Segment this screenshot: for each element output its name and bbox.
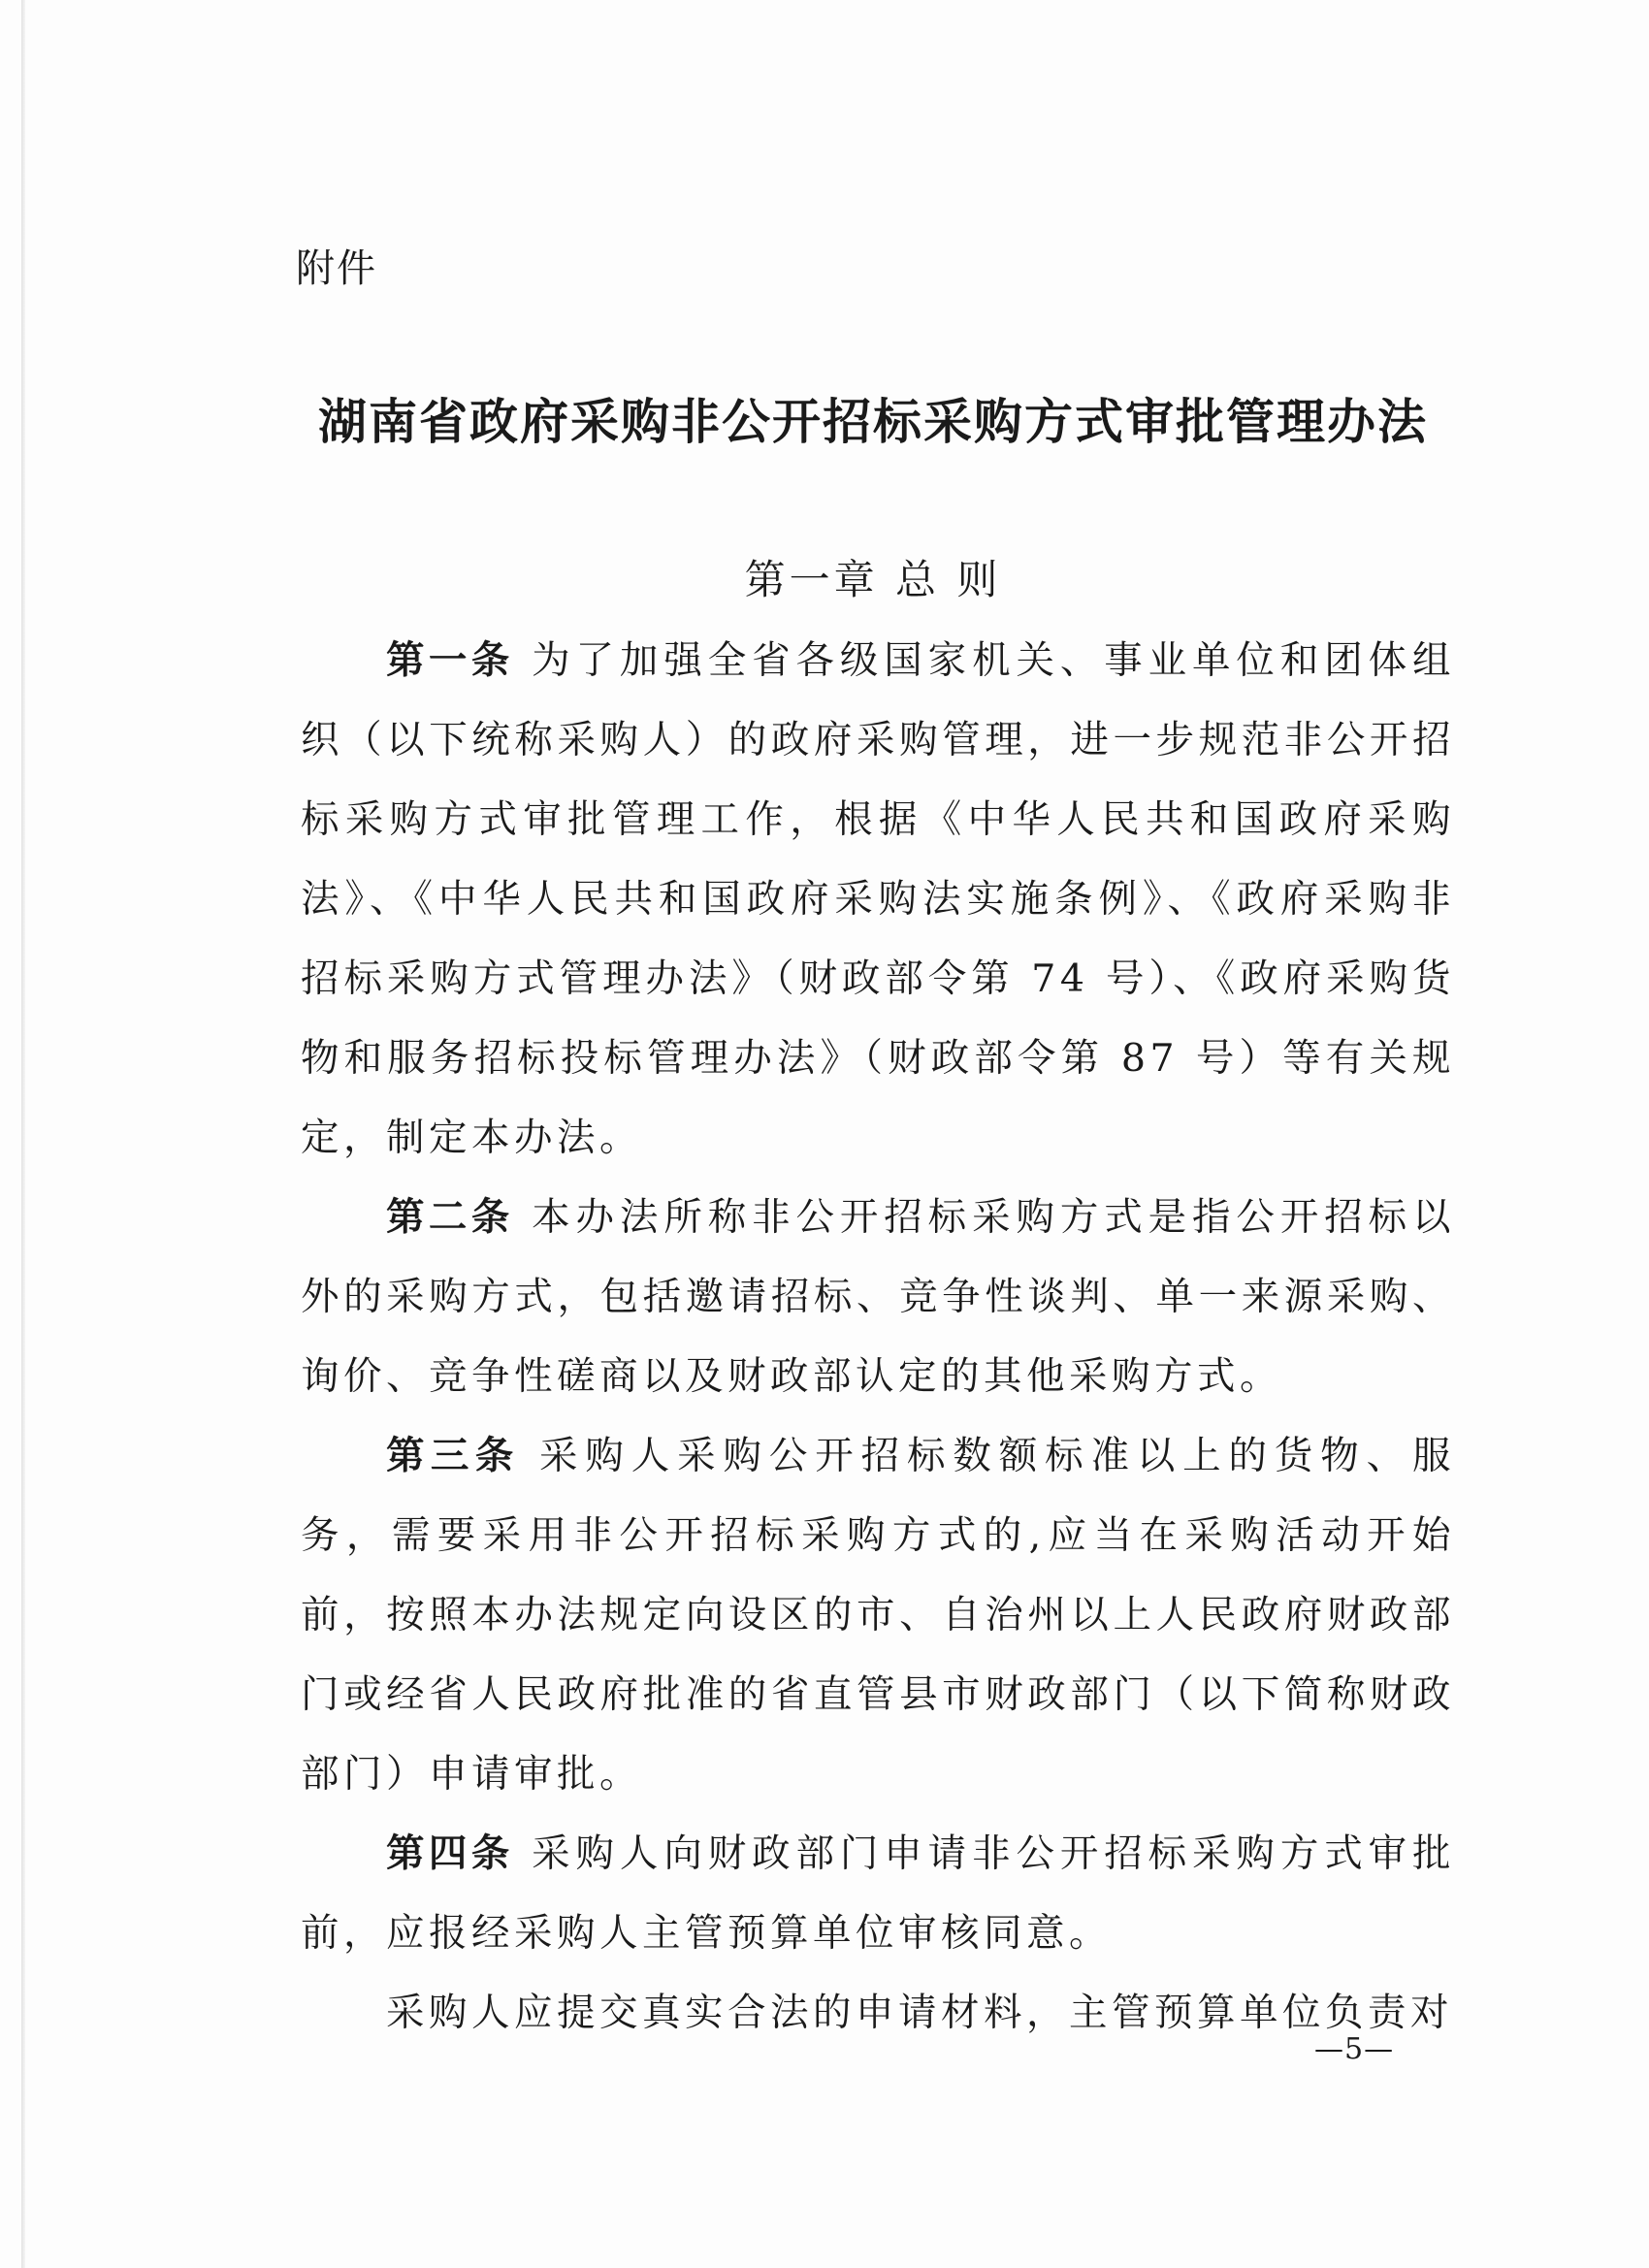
document-body — [301, 621, 1455, 2053]
document-title: 湖南省政府采购非公开招标采购方式审批管理办法 — [318, 393, 1428, 450]
article-1-paragraph — [301, 621, 1455, 1178]
attachment-label: 附件 — [296, 246, 377, 291]
article-3-text: 采购人采购公开招标数额标准以上的货物、服务，需要采用非公开招标采购方式的,应当在采购活动开始前，按照本办法规定向设区的市、自治州以上人民政府财政部门或经省人民政府批准的省直管县市财政部门（以下简称财政部门）申请审批。 — [301, 1434, 1456, 1797]
continuation-paragraph — [301, 1973, 1455, 2053]
page-number: —5— — [1314, 2032, 1395, 2066]
article-3-number: 第三条 — [386, 1434, 520, 1478]
article-1-number: 第一条 — [386, 638, 514, 683]
article-2-number: 第二条 — [386, 1195, 514, 1240]
chapter-heading: 第一章 总 则 — [744, 556, 1002, 603]
article-4-number: 第四条 — [386, 1831, 514, 1876]
scan-edge-shadow — [21, 0, 25, 2268]
article-2-paragraph — [301, 1178, 1455, 1416]
article-3-paragraph — [301, 1416, 1455, 1814]
article-4-paragraph — [301, 1814, 1455, 1973]
continuation-text: 采购人应提交真实合法的申请材料，主管预算单位负责对 — [386, 1991, 1453, 2035]
article-2-text: 本办法所称非公开招标采购方式是指公开招标以外的采购方式，包括邀请招标、竞争性谈判、单一来源采购、询价、竞争性磋商以及财政部认定的其他采购方式。 — [301, 1195, 1456, 1399]
article-4-text: 采购人向财政部门申请非公开招标采购方式审批前，应报经采购人主管预算单位审核同意。 — [301, 1831, 1456, 1956]
article-1-text: 为了加强全省各级国家机关、事业单位和团体组织（以下统称采购人）的政府采购管理，进一步规范非公开招标采购方式审批管理工作，根据《中华人民共和国政府采购法》、《中华人民共和国政府采购法实施条例》、《政府采购非招标采购方式管理办法》（财政部令第 74 号）、《政府采购货物和服务招标投标管理办法》（财政部令第 87 号）等有关规定，制定本办法。 — [301, 638, 1456, 1160]
